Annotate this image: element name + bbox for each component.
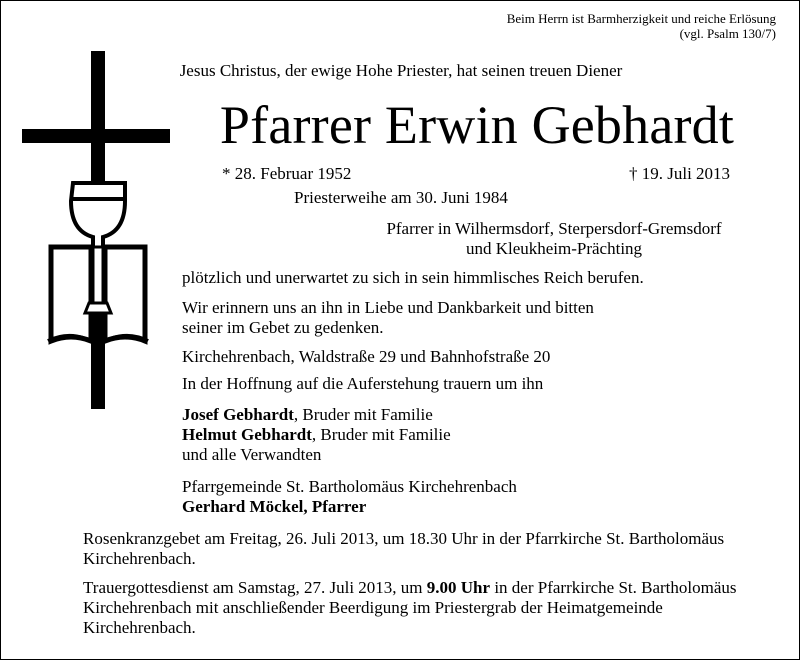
funeral-line-1-c: in der Pfarrkirche St. Bartholomäus (490, 578, 737, 597)
funeral-line-1-a: Trauergottesdienst am Samstag, 27. Juli 2013, um (83, 578, 427, 597)
remember-text (182, 298, 594, 338)
death-date: † 19. Juli 2013 (629, 164, 731, 183)
mourner-2-name: Helmut Gebhardt (182, 425, 312, 444)
funeral-announcement (83, 578, 737, 638)
funeral-line-3: Kirchehrenbach. (83, 618, 196, 637)
mourner-1-relation: , Bruder mit Familie (293, 405, 433, 424)
mourner-3: und alle Verwandten (182, 445, 322, 464)
parish-name: Pfarrgemeinde St. Bartholomäus Kirchehrenbach (182, 477, 517, 496)
psalm-quote-line-1: Beim Herrn ist Barmherzigkeit und reiche Erlösung (506, 11, 776, 26)
mourner-2 (182, 425, 451, 445)
funeral-line-2: Kirchehrenbach mit anschließender Beerdigung im Priestergrab der Heimatgemeinde (83, 598, 663, 617)
remember-line-1: Wir erinnern uns an ihn in Liebe und Dankbarkeit und bitten (182, 298, 594, 317)
parishes-served (1, 219, 800, 259)
parishes-line-1: Pfarrer in Wilhermsdorf, Sterpersdorf-Gremsdorf (386, 219, 722, 238)
funeral-time: 9.00 Uhr (426, 578, 491, 597)
intro-text: Jesus Christus, der ewige Hohe Priester, hat seinen treuen Diener (179, 61, 623, 80)
psalm-quote (507, 11, 776, 41)
rosary-line-1: Rosenkranzgebet am Freitag, 26. Juli 2013, um 18.30 Uhr in der Pfarrkirche St. Bartholomäus (83, 529, 725, 548)
mourner-1-name: Josef Gebhardt (182, 405, 294, 424)
mourner-2-relation: , Bruder mit Familie (311, 425, 451, 444)
funeral-line-1 (83, 578, 737, 598)
rosary-line-2: Kirchehrenbach. (83, 549, 196, 568)
birth-date: * 28. Februar 1952 (222, 164, 352, 183)
mourners-list (182, 405, 451, 465)
ordination-date: Priesterweihe am 30. Juni 1984 (294, 188, 508, 207)
parish-priest: Gerhard Möckel, Pfarrer (182, 497, 367, 516)
mourner-1 (182, 405, 451, 425)
called-text: plötzlich und unerwartet zu sich in sein himmlisches Reich berufen. (182, 268, 644, 287)
parish-signature (182, 477, 517, 517)
mourning-address: Kirchehrenbach, Waldstraße 29 und Bahnhofstraße 20 (182, 347, 551, 366)
hope-text: In der Hoffnung auf die Auferstehung trauern um ihn (182, 374, 544, 393)
remember-line-2: seiner im Gebet zu gedenken. (182, 318, 384, 337)
psalm-quote-line-2: (vgl. Psalm 130/7) (679, 26, 776, 41)
parishes-line-2: und Kleukheim-Prächting (465, 239, 643, 258)
rosary-announcement (83, 529, 724, 569)
deceased-name: Pfarrer Erwin Gebhardt (219, 95, 735, 155)
